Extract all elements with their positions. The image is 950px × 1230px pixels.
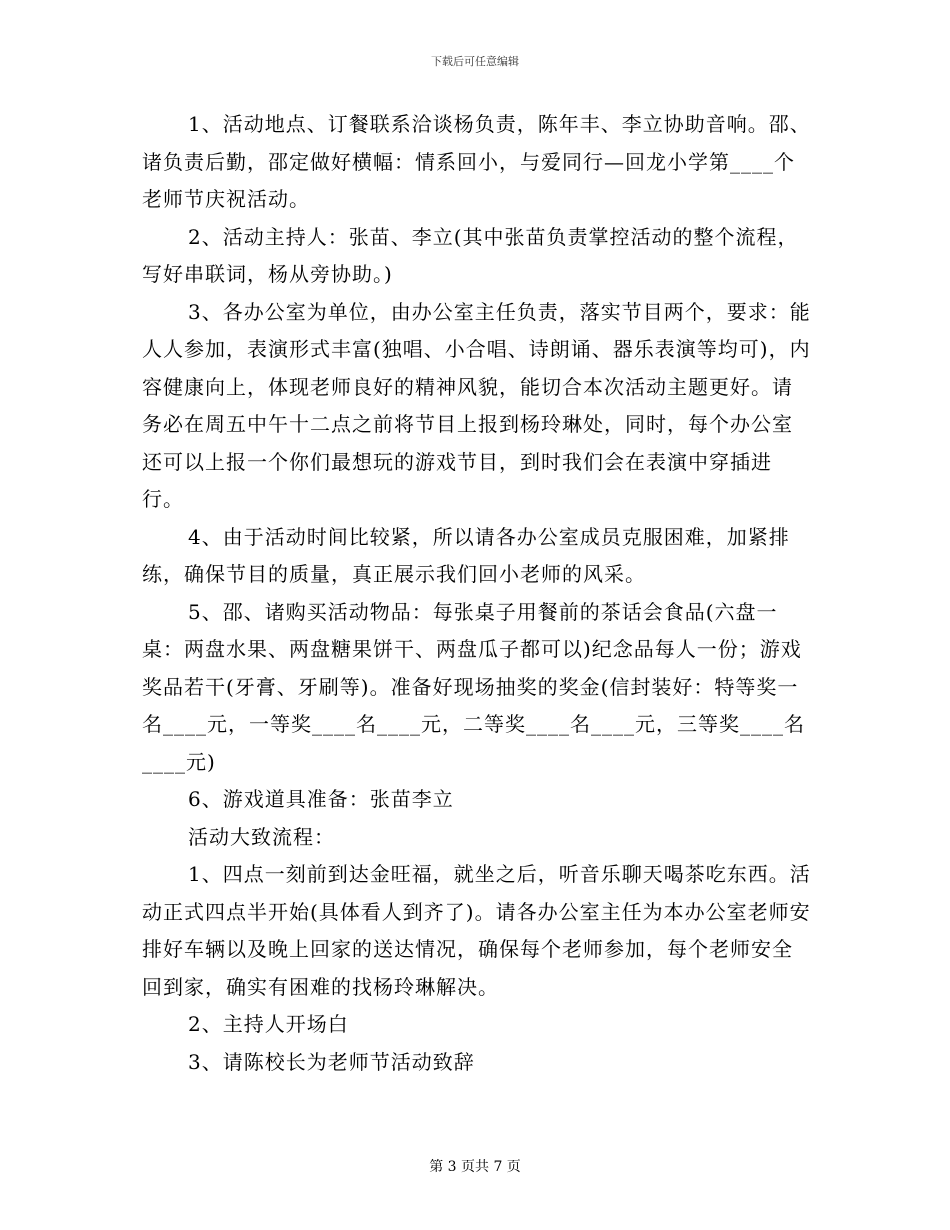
paragraph-flow-2: 2、主持人开场白	[188, 1012, 349, 1036]
paragraph-4: 4、由于活动时间比较紧，所以请各办公室成员克服困难，加紧排练，确保节目的质量，真正展示我们回小老师的风采。	[142, 524, 790, 586]
paragraph-6: 6、游戏道具准备：张苗李立	[188, 787, 454, 811]
paragraph-5: 5、邵、诸购买活动物品：每张桌子用餐前的茶话会食品(六盘一桌：两盘水果、两盘糖果饼干、两盘瓜子都可以)纪念品每人一份；游戏奖品若干(牙膏、牙刷等)。准备好现场抽奖的奖金(信封装好：特等奖一名____元，一等奖____名____元，二等奖____名____元，三等奖____名____元)	[142, 599, 805, 774]
page-header: 下载后可任意编辑	[431, 55, 519, 68]
paragraph-flow-3: 3、请陈校长为老师节活动致辞	[188, 1049, 475, 1074]
document-body	[142, 106, 812, 1081]
paragraph-1: 1、活动地点、订餐联系洽谈杨负责，陈年丰、李立协助音响。邵、诸负责后勤，邵定做好横幅：情系回小，与爱同行—回龙小学第____个老师节庆祝活动。	[142, 112, 811, 211]
paragraph-3: 3、各办公室为单位，由办公室主任负责，落实节目两个，要求：能人人参加，表演形式丰富(独唱、小合唱、诗朗诵、器乐表演等均可)，内容健康向上，体现老师良好的精神风貌，能切合本次活动主题更好。请务必在周五中午十二点之前将节目上报到杨玲琳处，同时，每个办公室还可以上报一个你们最想玩的游戏节目，到时我们会在表演中穿插进行。	[142, 299, 811, 511]
page-footer: 第 3 页共 7 页	[429, 1159, 521, 1175]
section-heading-flow: 活动大致流程：	[188, 824, 335, 849]
paragraph-2: 2、活动主持人：张苗、李立(其中张苗负责掌控活动的整个流程，写好串联词，杨从旁协助。)	[142, 224, 799, 286]
paragraph-flow-1: 1、四点一刻前到达金旺福，就坐之后，听音乐聊天喝茶吃东西。活动正式四点半开始(具体看人到齐了)。请各办公室主任为本办公室老师安排好车辆以及晚上回家的送达情况，确保每个老师参加，每个老师安全回到家，确实有困难的找杨玲琳解决。	[142, 862, 811, 999]
